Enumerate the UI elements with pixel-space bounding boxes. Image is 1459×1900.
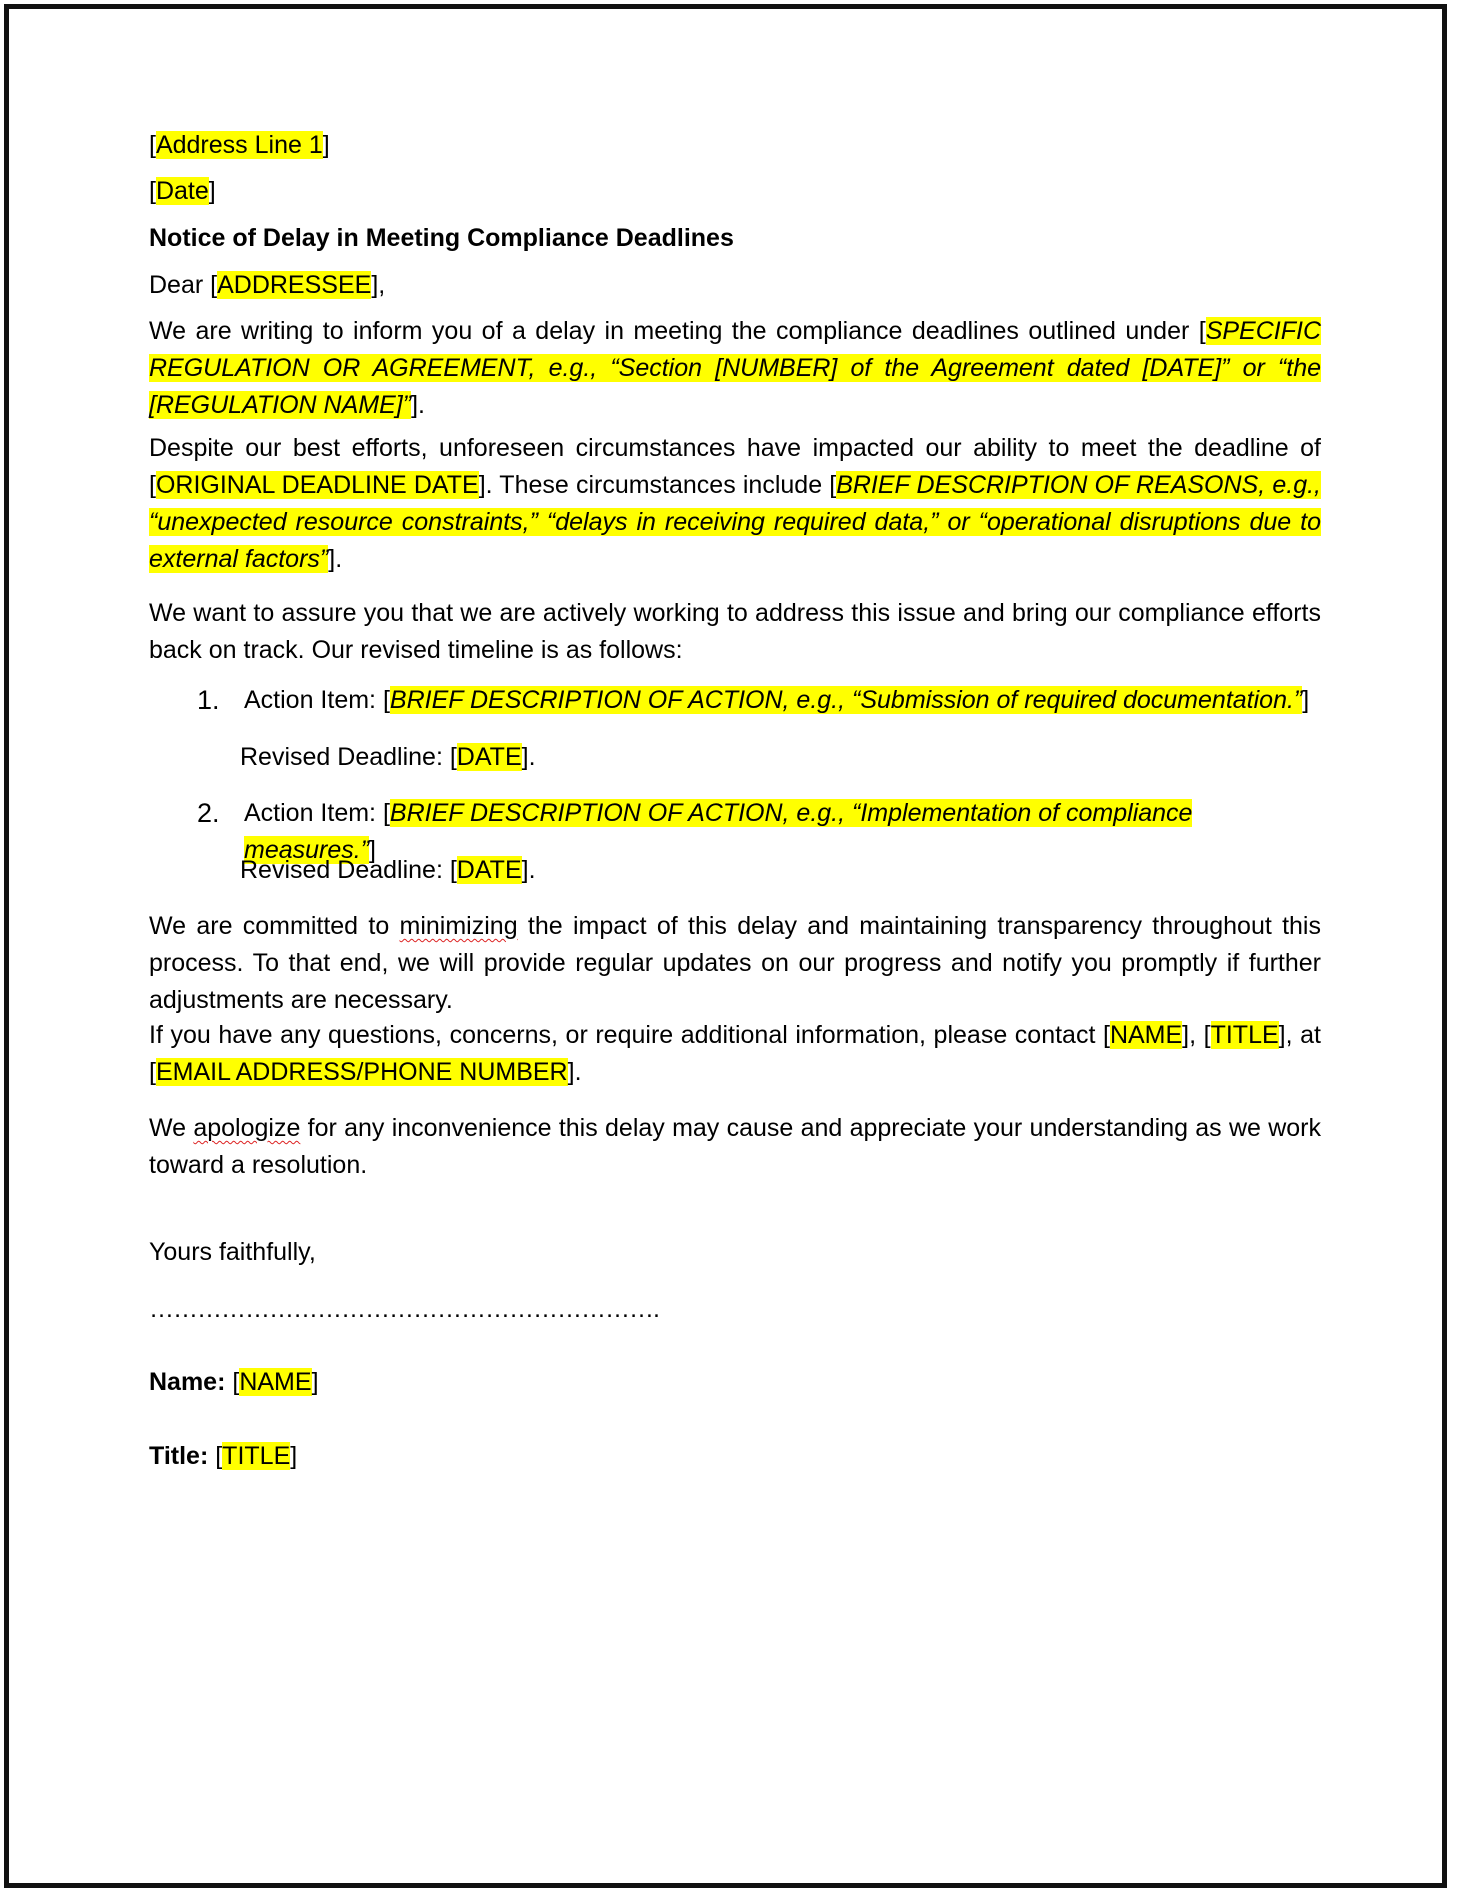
paragraph-apology: We apologize for any inconvenience this delay may cause and appreciate your understanding as we work toward a resolution. — [149, 1114, 1321, 1179]
action-placeholder[interactable]: BRIEF DESCRIPTION OF ACTION, e.g., “Submission of required documentation.” — [389, 686, 1303, 714]
revised-deadline-2: Revised Deadline: [DATE]. — [240, 856, 536, 884]
paragraph-commitment: We are committed to minimizing the impact of this delay and maintaining transparency throughout this process. To that end, we will provide regular updates on our progress and notify you promptly if further adjustments are necessary. — [149, 912, 1321, 1014]
document-page — [4, 4, 1447, 1888]
contact-name-placeholder[interactable]: NAME — [1109, 1021, 1183, 1049]
address-placeholder[interactable]: Address Line 1 — [155, 131, 323, 159]
date-line: [Date] — [149, 177, 216, 205]
signatory-title-placeholder[interactable]: TITLE — [222, 1442, 291, 1470]
paragraph-intro: We are writing to inform you of a delay in meeting the compliance deadlines outlined under [SPECIFIC REGULATION OR AGREEMENT, e.g., “Section [NUMBER] of the Agreement dated [DATE]” or “the [REGULATION NAME]”]. — [149, 317, 1321, 419]
paragraph-assurance: We want to assure you that we are actively working to address this issue and bring our compliance efforts back on track. Our revised timeline is as follows: — [149, 599, 1321, 664]
reasons-placeholder[interactable]: BRIEF DESCRIPTION OF REASONS, e.g., “unexpected resource constraints,” “delays in receiving required data,” or “operational disruptions due to external factors” — [149, 471, 1321, 573]
closing: Yours faithfully, — [149, 1238, 316, 1266]
paragraph-circumstances: Despite our best efforts, unforeseen circumstances have impacted our ability to meet the deadline of [ORIGINAL DEADLINE DATE]. These circumstances include [BRIEF DESCRIPTION OF REASONS, e.g., “unexpected resource constraints,” “delays in receiving required data,” or “operational disruptions due to external factors”]. — [149, 434, 1321, 573]
action-placeholder[interactable]: BRIEF DESCRIPTION OF ACTION, e.g., “Implementation of compliance measures.” — [244, 799, 1193, 864]
list-number: 1. — [197, 685, 220, 715]
contact-title-placeholder[interactable]: TITLE — [1210, 1021, 1279, 1049]
signatory-name: Name: [NAME] — [149, 1368, 319, 1396]
revised-deadline-1: Revised Deadline: [DATE]. — [240, 743, 536, 771]
address-line: [Address Line 1] — [149, 131, 330, 159]
salutation: Dear [ADDRESSEE], — [149, 271, 386, 299]
signatory-name-placeholder[interactable]: NAME — [239, 1368, 312, 1396]
spellcheck-flagged-word[interactable]: minimizing — [399, 912, 518, 940]
date-placeholder[interactable]: Date — [155, 177, 209, 205]
regulation-placeholder[interactable]: SPECIFIC REGULATION OR AGREEMENT, e.g., “Section [NUMBER] of the Agreement dated [DATE]” or “the [REGULATION NAME]” — [149, 317, 1321, 419]
revised-date-placeholder[interactable]: DATE — [456, 743, 522, 771]
spellcheck-flagged-word[interactable]: apologize — [193, 1114, 301, 1142]
contact-details-placeholder[interactable]: EMAIL ADDRESS/PHONE NUMBER — [155, 1058, 568, 1086]
revised-date-placeholder[interactable]: DATE — [456, 856, 522, 884]
paragraph-contact: If you have any questions, concerns, or require additional information, please contact [NAME], [TITLE], at [EMAIL ADDRESS/PHONE NUMBER]. — [149, 1021, 1321, 1086]
action-item-1: 1. Action Item: [BRIEF DESCRIPTION OF ACTION, e.g., “Submission of required documentation.”] — [149, 682, 1321, 719]
signatory-title: Title: [TITLE] — [149, 1442, 298, 1470]
signature-line: ………………………………………………………. — [149, 1295, 659, 1323]
action-item-2: 2. Action Item: [BRIEF DESCRIPTION OF ACTION, e.g., “Implementation of compliance measures.”] — [149, 795, 1321, 869]
original-deadline-placeholder[interactable]: ORIGINAL DEADLINE DATE — [155, 471, 479, 499]
addressee-placeholder[interactable]: ADDRESSEE — [217, 271, 372, 299]
list-number: 2. — [197, 798, 220, 828]
subject-line: Notice of Delay in Meeting Compliance Deadlines — [149, 224, 734, 252]
